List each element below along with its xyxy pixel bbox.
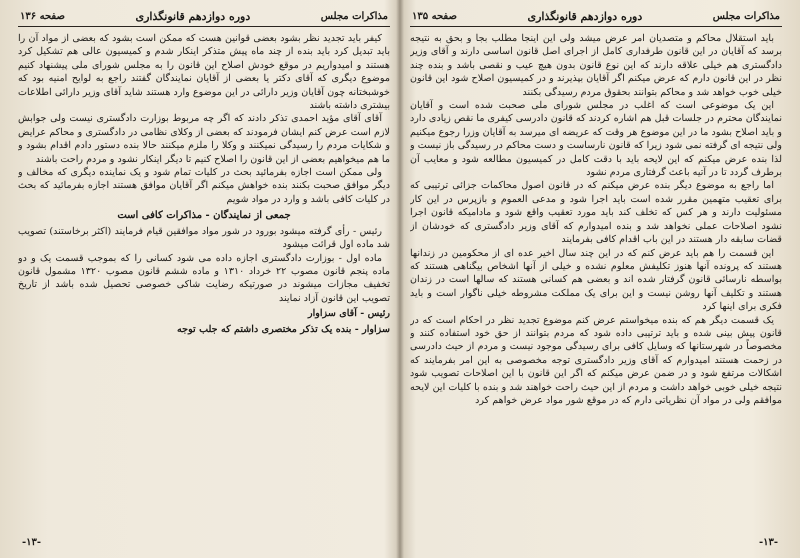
right-page-body [410, 32, 782, 407]
left-closing-paragraph-2: ماده اول - بوزارت دادگستری اجازه داده می شود کسانی را که بموجب قسمت یک و دو ماده پنجم قانون مصوب ۲۲ خرداد ۱۳۱۰ و ماده ششم قانون مصوب ۱۳۲۰ مشمول قانون تخفیف مجازات میشوند در صورتیکه رضایت شاکی خصوصی تحصیل شده باشد از تاریخ تصویب این قانون آزاد نمایند [18, 252, 390, 304]
right-paragraph-3: اما راجع به موضوع دیگر بنده عرض میکنم که در قانون اصول محاکمات جزائی ترتیبی که برای تعقیب متهمین مقرر شده است باید اجرا شود و مدعی العموم و بازپرس در این کار مسئولیت دارند و هر کس که تخلف کند باید مورد تعقیب واقع شود و مادامیکه قانون اجرا نشود اصلاحات عملی نخواهد شد و بنده امیدوارم که آقای وزیر دادگستری که خودشان از قضات سابقه دار هستند در این باب اقدام کافی بفرمایند [410, 180, 782, 246]
left-page-folio: -۱۳- [22, 537, 42, 548]
right-page-title: مذاکرات مجلس [712, 10, 780, 22]
left-paragraph-3: ولی ممکن است اجازه بفرمائید بحث در کلیات تمام شود و یک نماینده دیگری که مخالف و دیگر موافق صحبت بکنند بنده خواهش میکنم اگر آقایان موافق هستند اجازه بفرمائید که بحث در کلیات کافی باشد و وارد در مواد شویم [18, 167, 390, 205]
right-page-number: صفحه ۱۳۵ [412, 10, 457, 22]
left-page-number: صفحه ۱۳۶ [20, 10, 65, 22]
left-speaker-2: سزاوار - بنده یک تذکر مختصری داشتم که جلب توجه [177, 323, 390, 335]
right-page-folio: -۱۳- [758, 537, 778, 548]
left-speaker-1: رئیس - آقای سزاوار [307, 308, 390, 320]
left-page-footer [18, 534, 390, 548]
right-page-footer [410, 534, 782, 548]
left-paragraph-2: آقای آقای مؤید احمدی تذکر دادند که اگر چه مربوط بوزارت دادگستری نیست ولی جوابش لازم است عرض کنم ایشان فرمودند که بعضی از وکلای نظامی در دادگستری و محاکم عرایض و شکایات مردم را رسیدگی نمیکنند و وکلا را ملزم میکنند حالا بنده دستور دادم اقدام بشود و ما هم میخواهیم بعضی از این قانون را اصلاح کنیم تا دیگر اینکار نشود و مردم راحت باشند [18, 113, 390, 165]
left-page-volume: دوره دوازدهم قانونگذاری [135, 9, 251, 23]
right-page-header [410, 8, 782, 27]
book-gutter [396, 0, 404, 558]
left-closing-paragraph-1: رئیس - رأی گرفته میشود بورود در شور مواد موافقین قیام فرمایند (اکثر برخاستند) تصویب شد ماده اول قرائت میشود [18, 225, 390, 251]
right-paragraph-2: این یک موضوعی است که اغلب در مجلس شورای ملی صحبت شده است و آقایان نمایندگان محترم در جلسات قبل هم اشاره کردند که قانون دادرسی کیفری ما نقص زیادی دارد و باید اصلاح بشود ما در این موضوع هر وقت که عریضه ای میرسد به آقایان وزرا رجوع میکنیم ولی نتیجه ای گرفته نمی شود زیرا که قانون نارساست و دست محاکم در رسیدگی باز نیست و لذا بنده عرض میکنم که این لایحه باید با دقت کامل در کمیسیون مطالعه شود و معایب آن برطرف گردد تا در آتیه باعث گرفتاری مردم نشود [410, 100, 782, 179]
left-page [18, 8, 390, 550]
right-paragraph-5: یک قسمت دیگر هم که بنده میخواستم عرض کنم موضوع تجدید نظر در احکام است که در قانون پیش بینی شده و باید ترتیبی داده شود که مردم بتوانند از حق خود استفاده کنند و مخصوصاً در شهرستانها که وسایل کافی برای رسیدگی موجود نیست و مردم از حیث دادرسی در زحمت هستند امیدوارم که آقای وزیر دادگستری توجه مخصوصی به این امر بفرمایند که اشکالات مرتفع شود و در ضمن عرض میکنم که اگر این قانون با این اصلاحات تصویب شود نتیجه خیلی خوبی خواهد داشت و مردم از این حیث راحت خواهند شد و بنده با کلیات این لایحه موافقم ولی در مواد آن نظریاتی دارم که در موقع شور مواد عرض خواهم کرد [410, 314, 782, 406]
left-paragraph-1: کیفر باید تجدید نظر بشود بعضی قوانین هست که ممکن است بشود که بعضی از مواد آن را باید تبدیل کرد باید بنده از چند ماه پیش متذکر اینکار شدم و کمیسیون عالی هم تشکیل کرد هستند و امیدواریم در موقع خودش اصلاح این قانون را به مجلس شورای ملی پیشنهاد کنیم موضوع دیگری که آقای دکتر یا بعضی از آقایان نمایندگان گفتند راجع به لوایح امنیه بود که خوشبختانه چون آقایان وزیر دارائی در این موضوع وارد هستند شاید آقای وزیر دارائی اطلاعات بیشتری داشته باشند [18, 33, 390, 112]
right-paragraph-1: باید استقلال محاکم و متصدیان امر عرض میشد ولی این اینجا مطلب بجا و بحق به نتیجه برسد که آقایان در این قانون طرفداری کامل از اجرای اصل قانون اساسی دارند و آقای وزیر دادگستری هم خیلی علاقه دارند که این نوع قانون بدون هیچ عیب و نقصی باشد و بنده چند نظر در این قانون دارم که عرض میکنم اگر آقایان بپذیرند و در کمیسیون اصلاح شود این قانون خیلی خوب خواهد شد و محاکم بتوانند بحقوق مردم رسیدگی بکنند [410, 33, 782, 98]
left-page-body [18, 32, 390, 336]
left-section-title: جمعی از نمایندگان - مذاکرات کافی است [117, 210, 291, 222]
right-page-volume: دوره دوازدهم قانونگذاری [527, 9, 643, 23]
left-page-header [18, 8, 390, 27]
left-page-title: مذاکرات مجلس [320, 10, 388, 22]
right-page [410, 8, 782, 550]
right-paragraph-4: این قسمت را هم باید عرض کنم که در این چند سال اخیر عده ای از محکومین در زندانها هستند که پرونده آنها هنوز تکلیفش معلوم نشده و خیلی از آنها اشخاص بیگناهی هستند که بواسطه نارسائی قانون گرفتار شده اند و بعضی هم کسانی هستند که سالها است در زندان هستند و تکلیف آنها روشن نیست و این برای یک مملکت مشروطه خیلی ناگوار است و باید فکری برای اینها کرد [410, 247, 782, 313]
